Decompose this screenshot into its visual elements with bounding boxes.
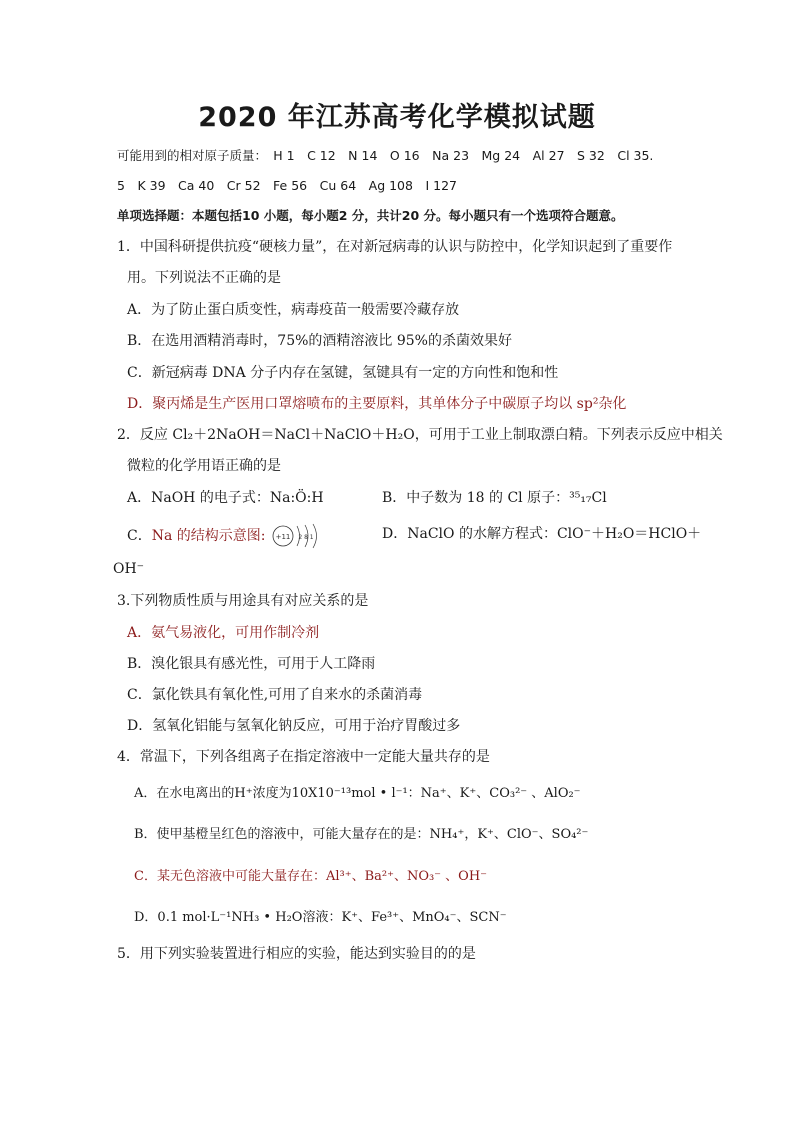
q1-option-b: B．在选用酒精消毒时，75%的酒精溶液比 95%的杀菌效果好 — [127, 333, 512, 349]
atom-nucleus-label: +11 — [275, 533, 291, 541]
q4-option-d: D．0.1 mol·L⁻¹NH₃ • H₂O溶液：K⁺、Fe³⁺、MnO₄⁻、SCN⁻ — [134, 910, 507, 925]
q4-stem: 4．常温下，下列各组离子在指定溶液中一定能大量共存的是 — [117, 749, 490, 765]
q2-option-b: B．中子数为 18 的 Cl 原子：³⁵₁₇Cl — [382, 490, 607, 506]
q2-option-c — [127, 522, 322, 550]
q3-option-d: D．氢氧化铝能与氢氧化钠反应，可用于治疗胃酸过多 — [127, 718, 461, 734]
q1-option-c: C．新冠病毒 DNA 分子内存在氢键，氢键具有一定的方向性和饱和性 — [127, 365, 559, 381]
q1-stem-line-1: 1．中国科研提供抗疫“硬核力量”，在对新冠病毒的认识与防控中，化学知识起到了重要作 — [117, 239, 673, 255]
q2-option-a: A．NaOH 的电子式：Na:Ö:H — [127, 490, 324, 506]
q1-option-d: D．聚丙烯是生产医用口罩熔喷布的主要原料，其单体分子中碳原子均以 sp²杂化 — [127, 396, 627, 412]
q4-option-b: B．使甲基橙呈红色的溶液中，可能大量存在的是：NH₄⁺，K⁺、ClO⁻、SO₄²⁻ — [134, 827, 589, 842]
q2-option-d-line-2: OH⁻ — [113, 561, 145, 577]
page-title: 2020 年江苏高考化学模拟试题 — [198, 102, 596, 133]
q4-option-a: A．在水电离出的H⁺浓度为10X10⁻¹³mol • l⁻¹：Na⁺、K⁺、CO₃²⁻ 、AlO₂⁻ — [134, 786, 581, 801]
q1-stem-line-2: 用。下列说法不正确的是 — [127, 270, 281, 286]
q4-option-c: C．某无色溶液中可能大量存在：Al³⁺、Ba²⁺、NO₃⁻ 、OH⁻ — [134, 869, 488, 884]
atom-shells-label: 2 8 1 — [298, 534, 314, 541]
q2-stem-line-2: 微粒的化学用语正确的是 — [127, 458, 281, 474]
q3-stem: 3.下列物质性质与用途具有对应关系的是 — [117, 593, 369, 609]
atomic-mass-line-1: 可能用到的相对原子质量： H 1 C 12 N 14 O 16 Na 23 Mg 24 Al 27 S 32 Cl 35. — [117, 148, 654, 163]
sodium-atom-structure-diagram — [270, 522, 322, 550]
q3-option-a: A．氨气易液化，可用作制冷剂 — [127, 625, 320, 641]
q2-option-d-line-1: D．NaClO 的水解方程式：ClO⁻＋H₂O＝HClO＋ — [382, 526, 702, 542]
atomic-mass-line-2: 5 K 39 Ca 40 Cr 52 Fe 56 Cu 64 Ag 108 I 127 — [117, 178, 457, 193]
q3-option-b: B．溴化银具有感光性，可用于人工降雨 — [127, 656, 376, 672]
q2-option-c-prefix: C． — [127, 528, 152, 544]
q5-stem: 5．用下列实验装置进行相应的实验，能达到实验目的的是 — [117, 946, 476, 962]
q2-option-c-text: Na 的结构示意图: — [151, 528, 266, 544]
section-heading: 单项选择题：本题包括10 小题，每小题2 分，共计20 分。每小题只有一个选项符合题意。 — [117, 208, 624, 223]
q3-option-c: C．氯化铁具有氧化性,可用了自来水的杀菌消毒 — [127, 687, 423, 703]
q2-stem-line-1: 2．反应 Cl₂＋2NaOH＝NaCl＋NaClO＋H₂O，可用于工业上制取漂白精。下列表示反应中相关 — [117, 427, 723, 443]
q1-option-a: A．为了防止蛋白质变性，病毒疫苗一般需要冷藏存放 — [127, 302, 460, 318]
